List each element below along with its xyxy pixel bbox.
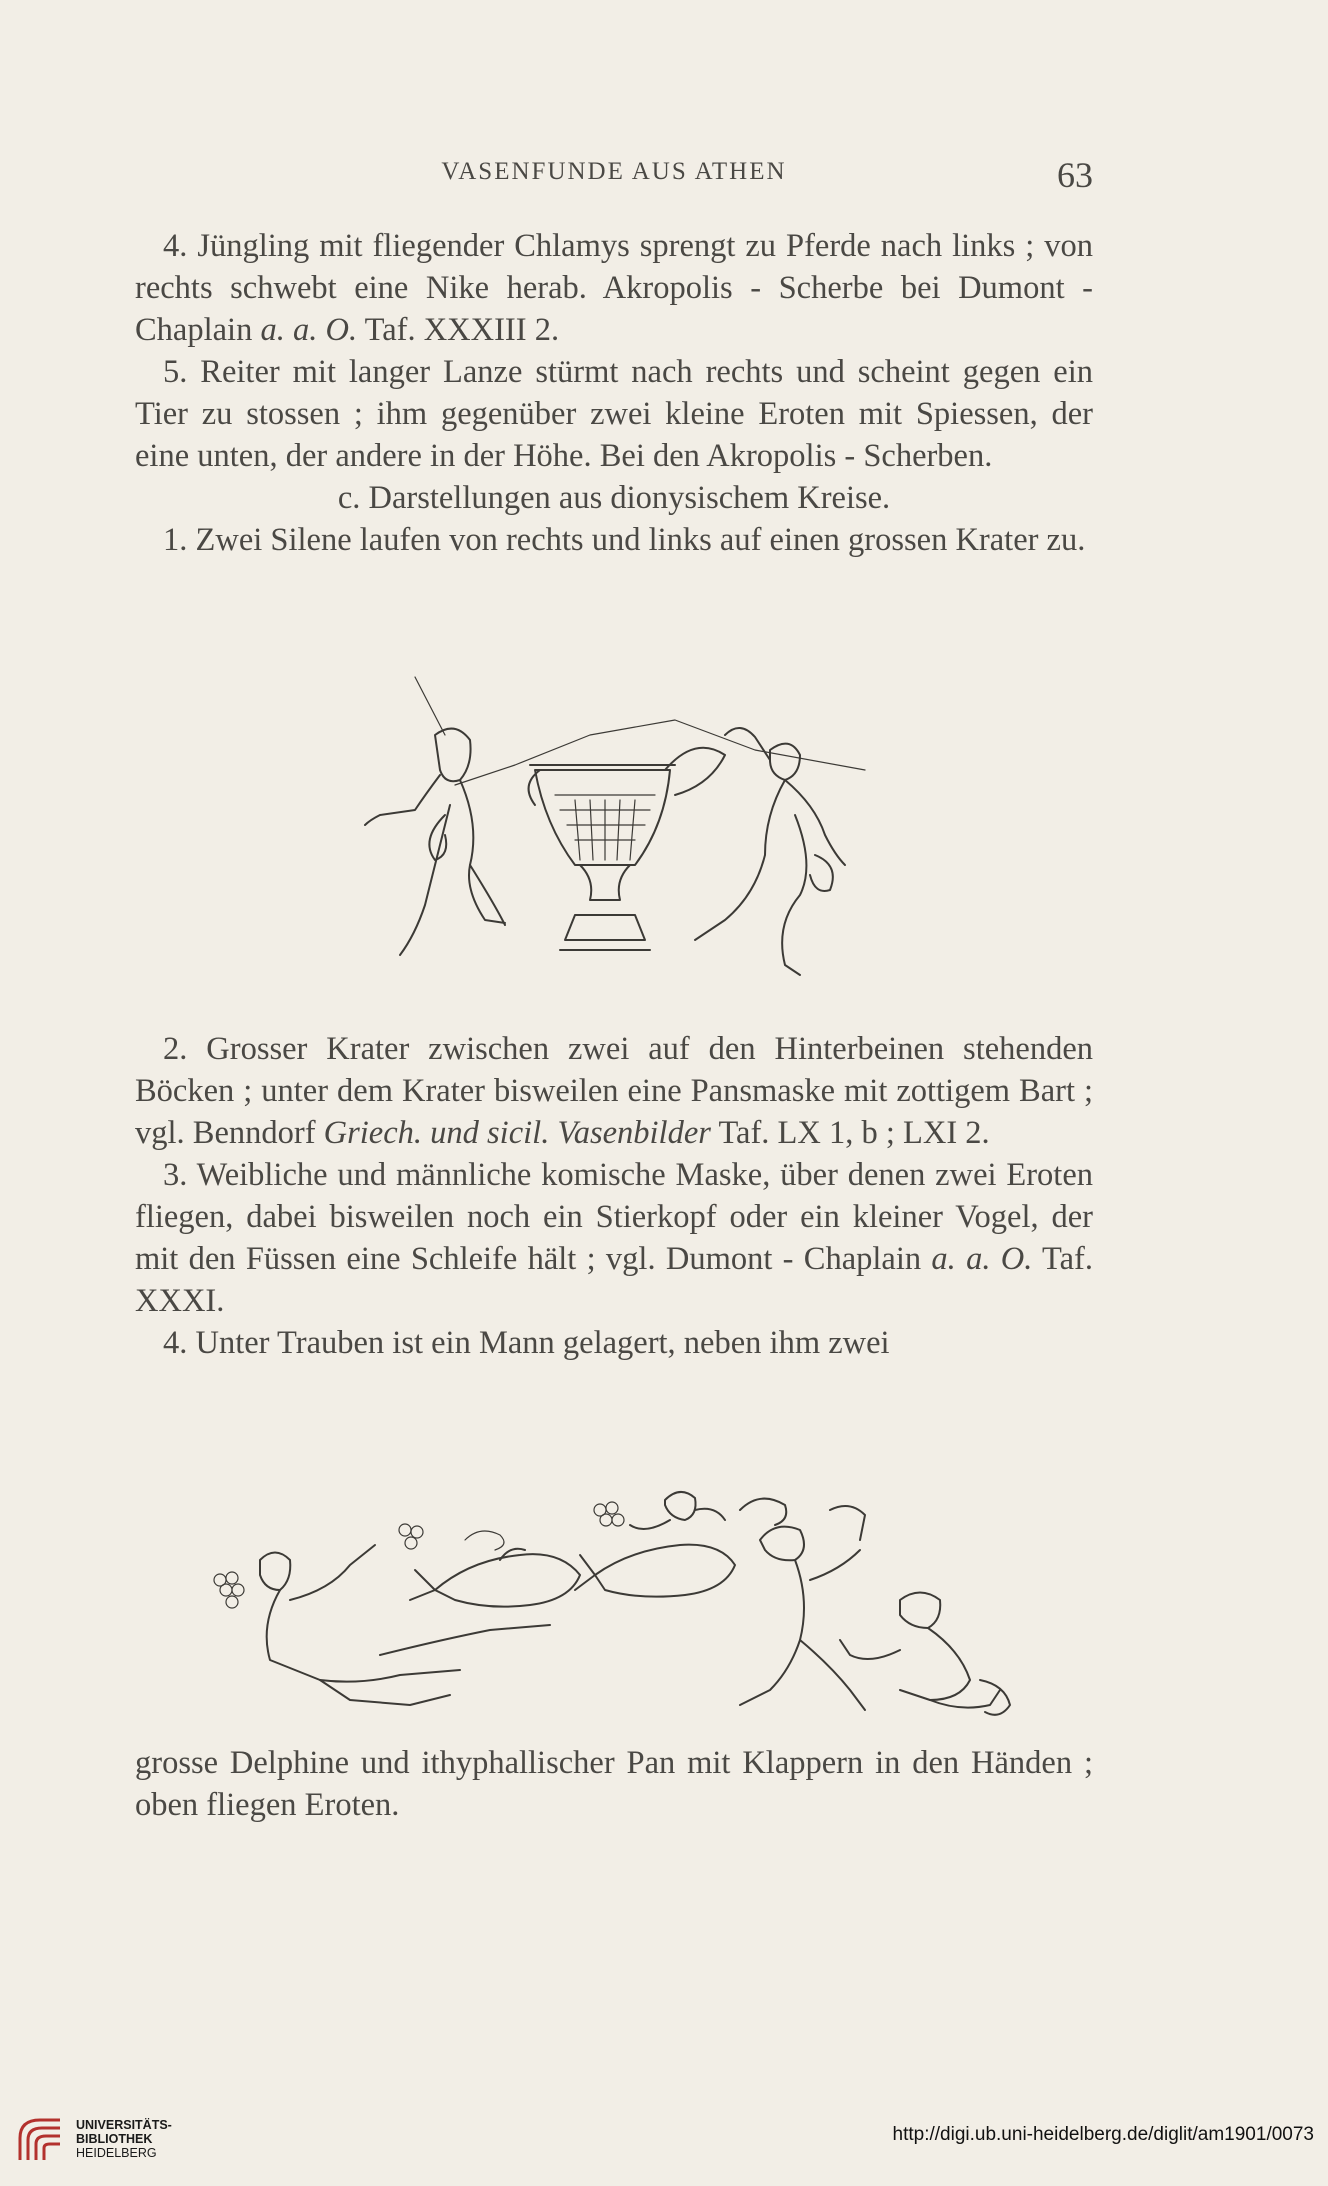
paragraph-item-3: [135, 1154, 1093, 1322]
text-run: 3. Weibliche und männliche komische Maske, über denen zwei Eroten fliegen, dabei bisweilen noch ein Stierkopf oder ein kleiner Vogel, der mit den Füssen eine Schleife hält ; vgl. Dumont - Chaplain: [135, 1157, 1093, 1277]
library-line: BIBLIOTHEK: [76, 2132, 153, 2146]
silens-krater-drawing: [345, 665, 875, 995]
paragraph-item-2: [135, 1028, 1093, 1154]
library-name: [76, 2118, 172, 2160]
italic-citation: Griech. und sicil. Vasenbilder: [323, 1115, 711, 1151]
section-heading: c. Darstellungen aus dionysischem Kreise.: [337, 480, 891, 516]
library-line: HEIDELBERG: [76, 2146, 157, 2160]
page-number: 63: [1057, 155, 1093, 195]
library-emblem-icon: [14, 2114, 66, 2166]
text-run: 2. Grosser Krater zwischen zwei auf den Hinterbeinen stehenden Böcken ; unter dem Krater bisweilen eine Pansmaske mit zottigem Bart ; vgl. Benndorf: [135, 1031, 1093, 1151]
text-block-middle: [135, 1028, 1093, 1364]
paragraph-item-5: 5. Reiter mit langer Lanze stürmt nach rechts und scheint gegen ein Tier zu stossen ; ihm gegenüber zwei kleine Eroten mit Spiessen, der eine unten, der andere in der Höhe. Bei den Akropolis - Scherben.: [135, 354, 1093, 474]
running-title: VASENFUNDE AUS ATHEN: [441, 158, 787, 185]
paragraph-item-1: 1. Zwei Silene laufen von rechts und links auf einen grossen Krater zu.: [163, 522, 1086, 558]
illustration-pan-delphine: [200, 1450, 1030, 1725]
text-run: Taf. XXXI.: [135, 1241, 1093, 1319]
text-run: Taf. LX 1, b ; LXI 2.: [710, 1115, 990, 1151]
page-header: [135, 155, 1093, 198]
pan-delphine-drawing: [200, 1450, 1030, 1725]
paragraph-item-4: [135, 225, 1093, 351]
illustration-silens-krater: [345, 665, 875, 995]
paragraph-continuation: grosse Delphine und ithyphallischer Pan mit Klappern in den Händen ; oben fliegen Eroten.: [135, 1745, 1093, 1823]
text-block-upper: [135, 225, 1093, 561]
text-run: 4. Jüngling mit fliegender Chlamys sprengt zu Pferde nach links ; von rechts schwebt eine Nike herab. Akropolis - Scherbe bei Dumont - Chaplain: [135, 228, 1093, 348]
source-url[interactable]: http://digi.ub.uni-heidelberg.de/diglit/am1901/0073: [892, 2124, 1314, 2145]
paragraph-item-4b: 4. Unter Trauben ist ein Mann gelagert, neben ihm zwei: [163, 1325, 890, 1361]
italic-citation: a. a. O.: [931, 1241, 1033, 1277]
text-run: Taf. XXXIII 2.: [357, 312, 560, 348]
library-line: UNIVERSITÄTS-: [76, 2118, 172, 2132]
library-logo: [14, 2110, 234, 2172]
text-block-lower: [135, 1742, 1093, 1826]
italic-citation: a. a. O.: [260, 312, 358, 348]
